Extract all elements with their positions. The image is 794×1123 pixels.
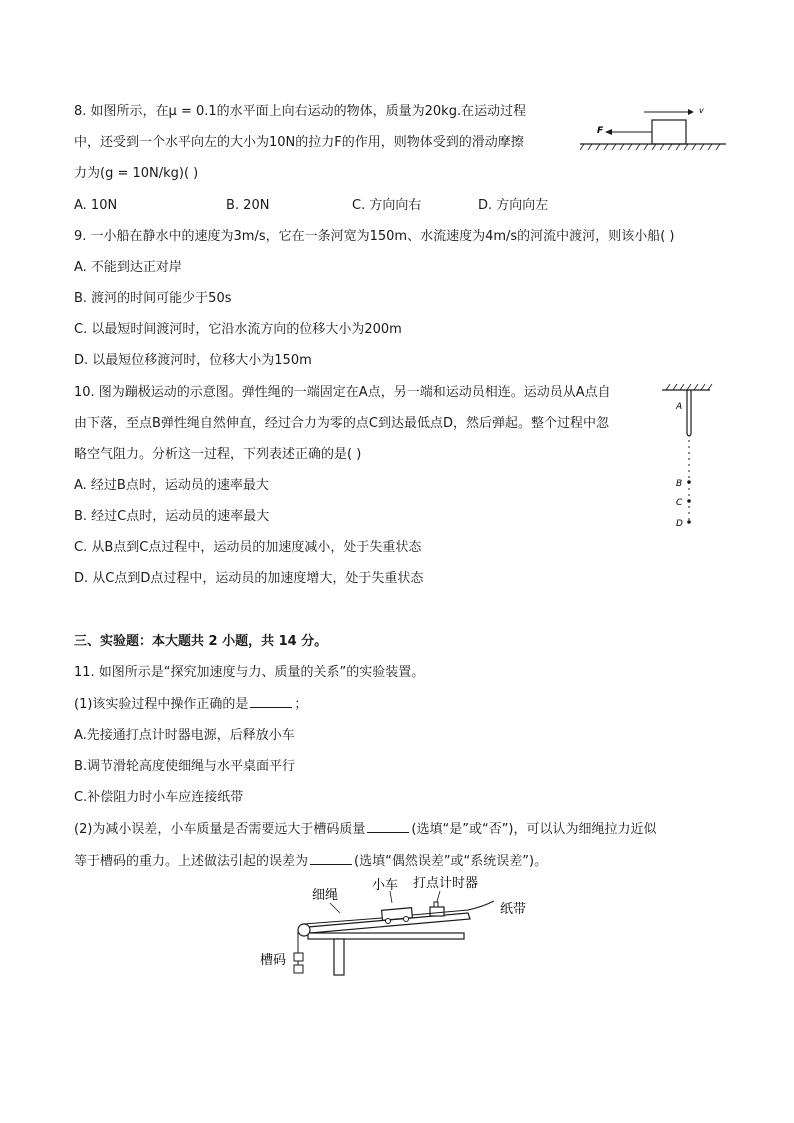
- q11-option-b: B.调节滑轮高度使细绳与水平桌面平行: [74, 759, 296, 774]
- cart-wheel-2: [404, 917, 409, 922]
- label-timer: 打点计时器: [413, 876, 479, 891]
- label-b: B: [676, 479, 683, 489]
- force-label: F: [597, 126, 604, 136]
- q11-part2-line-1: [74, 820, 657, 839]
- label-tape: 纸带: [500, 902, 527, 917]
- q10-line-3: 略空气阻力。分析这一过程，下列表述正确的是( ): [74, 447, 362, 462]
- answer-blank-1[interactable]: [250, 695, 292, 708]
- q9-option-c: C. 以最短时间渡河时，它沿水流方向的位移大小为200m: [74, 322, 402, 337]
- q10-option-b: B. 经过C点时，运动员的速率最大: [74, 509, 270, 524]
- block: [652, 120, 686, 144]
- q10-option-a: A. 经过B点时，运动员的速率最大: [74, 478, 269, 493]
- q11-part2-line-2: [74, 852, 547, 871]
- label-cart: 小车: [372, 878, 399, 893]
- point-b: [687, 480, 691, 484]
- q8-option-a: A. 10N: [74, 198, 118, 213]
- paper-tape: [412, 901, 494, 915]
- q11-stem: 11. 如图所示是“探究加速度与力、质量的关系”的实验装置。: [74, 665, 425, 680]
- velocity-arrowhead: [688, 109, 694, 115]
- q9-stem: 9. 一小船在静水中的速度为3m/s，它在一条河宽为150m、水流速度为4m/s的河流中渡河，则该小船( ): [74, 229, 675, 244]
- q11-apparatus-figure: [250, 873, 560, 983]
- point-d: [687, 520, 691, 524]
- q8-option-c: C. 方向向右: [352, 198, 422, 213]
- q8-line-2: 中，还受到一个水平向左的大小为10N的拉力F的作用，则物体受到的滑动摩擦: [74, 135, 524, 150]
- weight-2: [294, 965, 303, 973]
- q11-part2-suffix-1: (选填“是”或“否”)，可以认为细绳拉力近似: [411, 822, 657, 837]
- answer-blank-3[interactable]: [310, 852, 352, 865]
- q11-part2-suffix-2: (选填“偶然误差”或“系统误差”)。: [354, 854, 548, 869]
- timer: [430, 907, 444, 916]
- q10-bungee-figure: [656, 382, 716, 532]
- q11-part2-prefix-2: 等于槽码的重力。上述做法引起的误差为: [74, 854, 309, 869]
- q9-option-a: A. 不能到达正对岸: [74, 260, 182, 275]
- label-weight: 槽码: [260, 953, 287, 968]
- q8-line-1: 8. 如图所示，在μ = 0.1的水平面上向右运动的物体，质量为20kg.在运动过程: [74, 104, 527, 119]
- q11-option-c: C.补偿阻力时小车应连接纸带: [74, 790, 244, 805]
- q11-part1-prefix: (1)该实验过程中操作正确的是: [74, 697, 249, 712]
- label-a: A: [676, 402, 683, 412]
- q8-block-figure: [578, 104, 728, 156]
- label-d: D: [676, 519, 683, 529]
- velocity-label: v: [699, 106, 704, 115]
- pulley: [298, 924, 310, 936]
- q11-part1: [74, 695, 307, 714]
- q10-option-d: D. 从C点到D点过程中，运动员的加速度增大，处于失重状态: [74, 571, 424, 586]
- q11-part2-prefix-1: (2)为减小误差，小车质量是否需要远大于槽码质量: [74, 822, 366, 837]
- section-title: 三、实验题：本大题共 2 小题，共 14 分。: [74, 634, 328, 649]
- label-c: C: [676, 498, 683, 508]
- answer-blank-2[interactable]: [367, 820, 409, 833]
- q11-option-a: A.先接通打点计时器电源，后释放小车: [74, 728, 295, 743]
- table-top: [308, 933, 464, 939]
- ground-hatch: [580, 144, 720, 150]
- q8-option-b: B. 20N: [226, 198, 270, 213]
- q8-line-3: 力为(g = 10N/kg)( ): [74, 166, 199, 181]
- q10-line-2: 由下落，至点B弹性绳自然伸直，经过合力为零的点C到达最低点D，然后弹起。整个过程中忽: [74, 416, 610, 431]
- q10-option-c: C. 从B点到C点过程中，运动员的加速度减小，处于失重状态: [74, 540, 422, 555]
- q9-option-d: D. 以最短位移渡河时，位移大小为150m: [74, 353, 312, 368]
- point-c: [687, 499, 691, 503]
- cart-wheel-1: [386, 919, 391, 924]
- q9-option-b: B. 渡河的时间可能少于50s: [74, 291, 232, 306]
- table-leg: [334, 939, 344, 975]
- q10-line-1: 10. 图为蹦极运动的示意图。弹性绳的一端固定在A点，另一端和运动员相连。运动员从A点自: [74, 385, 611, 400]
- q8-option-d: D. 方向向左: [478, 198, 549, 213]
- q11-part1-suffix: ；: [294, 697, 308, 712]
- force-arrowhead: [605, 129, 612, 135]
- label-string: 细绳: [312, 888, 339, 903]
- weight-1: [294, 953, 303, 961]
- ceiling-hatch: [666, 384, 712, 390]
